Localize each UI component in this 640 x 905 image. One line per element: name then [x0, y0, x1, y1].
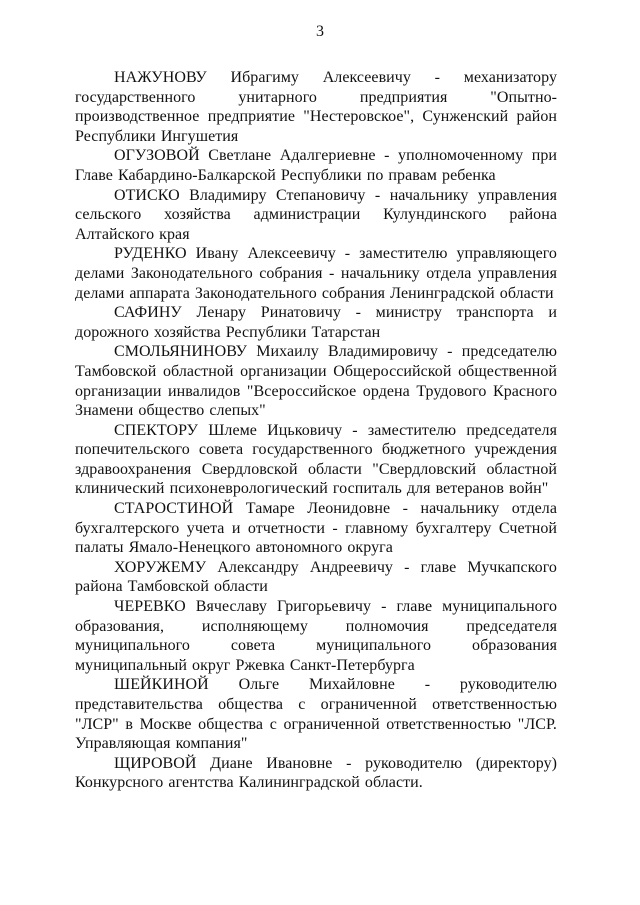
- entry-text: Светлане Адалгериевне - уполномоченному при Главе Кабардино-Балкарской Республики по правам ребенка: [75, 147, 557, 184]
- list-item: [75, 244, 557, 303]
- list-item: [75, 342, 557, 420]
- list-item: [75, 303, 557, 342]
- entry-surname: ЩИРОВОЙ: [114, 754, 197, 772]
- entry-text: Ивану Алексеевичу - заместителю управляющего делами Законодательного собрания - начальнику отдела управления делами аппарата Законодательного собрания Ленинградской области: [75, 245, 557, 302]
- entry-text: Ибрагиму Алексеевичу - механизатору государственного унитарного предприятия "Опытно-производственное предприятие "Нестеровское", Сунженский район Республики Ингушетия: [75, 69, 557, 145]
- page-number: 3: [316, 23, 324, 40]
- list-item: [75, 186, 557, 245]
- entry-text: Тамаре Леонидовне - начальнику отдела бухгалтерского учета и отчетности - главному бухгалтеру Счетной палаты Ямало-Ненецкого автономного округа: [75, 500, 557, 557]
- list-item: [75, 558, 557, 597]
- entry-surname: НАЖУНОВУ: [114, 69, 207, 86]
- award-list: [75, 68, 557, 793]
- entry-text: Ольге Михайловне - руководителю представительства общества с ограниченной ответственностью "ЛСР" в Москве общества с ограниченной ответственностью "ЛСР. Управляющая компания": [75, 676, 557, 753]
- entry-text: Михаилу Владимировичу - председателю Тамбовской областной организации Общероссийской общественной организации инвалидов "Всероссийское ордена Трудового Красного Знамени общество слепых": [75, 343, 557, 420]
- list-item: [75, 146, 557, 185]
- list-item: [75, 597, 557, 675]
- list-item: [75, 499, 557, 558]
- entry-text: Александру Андреевичу - главе Мучкапского района Тамбовской области: [75, 558, 557, 596]
- entry-surname: ХОРУЖЕМУ: [114, 558, 207, 576]
- list-item: [75, 675, 557, 753]
- entry-surname: СТАРОСТИНОЙ: [114, 500, 234, 518]
- entry-surname: ШЕЙКИНОЙ: [114, 676, 209, 694]
- list-item: [75, 421, 557, 499]
- entry-text: Владимиру Степановичу - начальнику управления сельского хозяйства администрации Кулундинского района Алтайского края: [75, 186, 557, 243]
- entry-text: Вячеславу Григорьевичу - главе муниципального образования, исполняющему полномочия председателя муниципального совета муниципального образования муниципальный округ Ржевка Санкт-Петербурга: [75, 598, 557, 674]
- entry-surname: ОТИСКО: [114, 186, 180, 204]
- list-item: [75, 754, 557, 793]
- entry-surname: САФИНУ: [114, 304, 182, 322]
- entry-text: Ленару Ринатовичу - министру транспорта и дорожного хозяйства Республики Татарстан: [75, 304, 557, 341]
- entry-surname: РУДЕНКО: [114, 245, 187, 263]
- entry-text: Шлеме Ицьковичу - заместителю председателя попечительского совета государственного бюджетного учреждения здравоохранения Свердловской области "Свердловский областной клинический психоневрологический госпиталь для ветеранов войн": [75, 421, 557, 498]
- entry-surname: СПЕКТОРУ: [114, 421, 199, 439]
- entry-surname: ОГУЗОВОЙ: [114, 147, 200, 165]
- list-item: [75, 68, 557, 146]
- entry-surname: ЧЕРЕВКО: [114, 598, 186, 616]
- entry-text: Диане Ивановне - руководителю (директору) Конкурсного агентства Калининградской области.: [75, 754, 557, 792]
- entry-surname: СМОЛЬЯНИНОВУ: [114, 343, 248, 361]
